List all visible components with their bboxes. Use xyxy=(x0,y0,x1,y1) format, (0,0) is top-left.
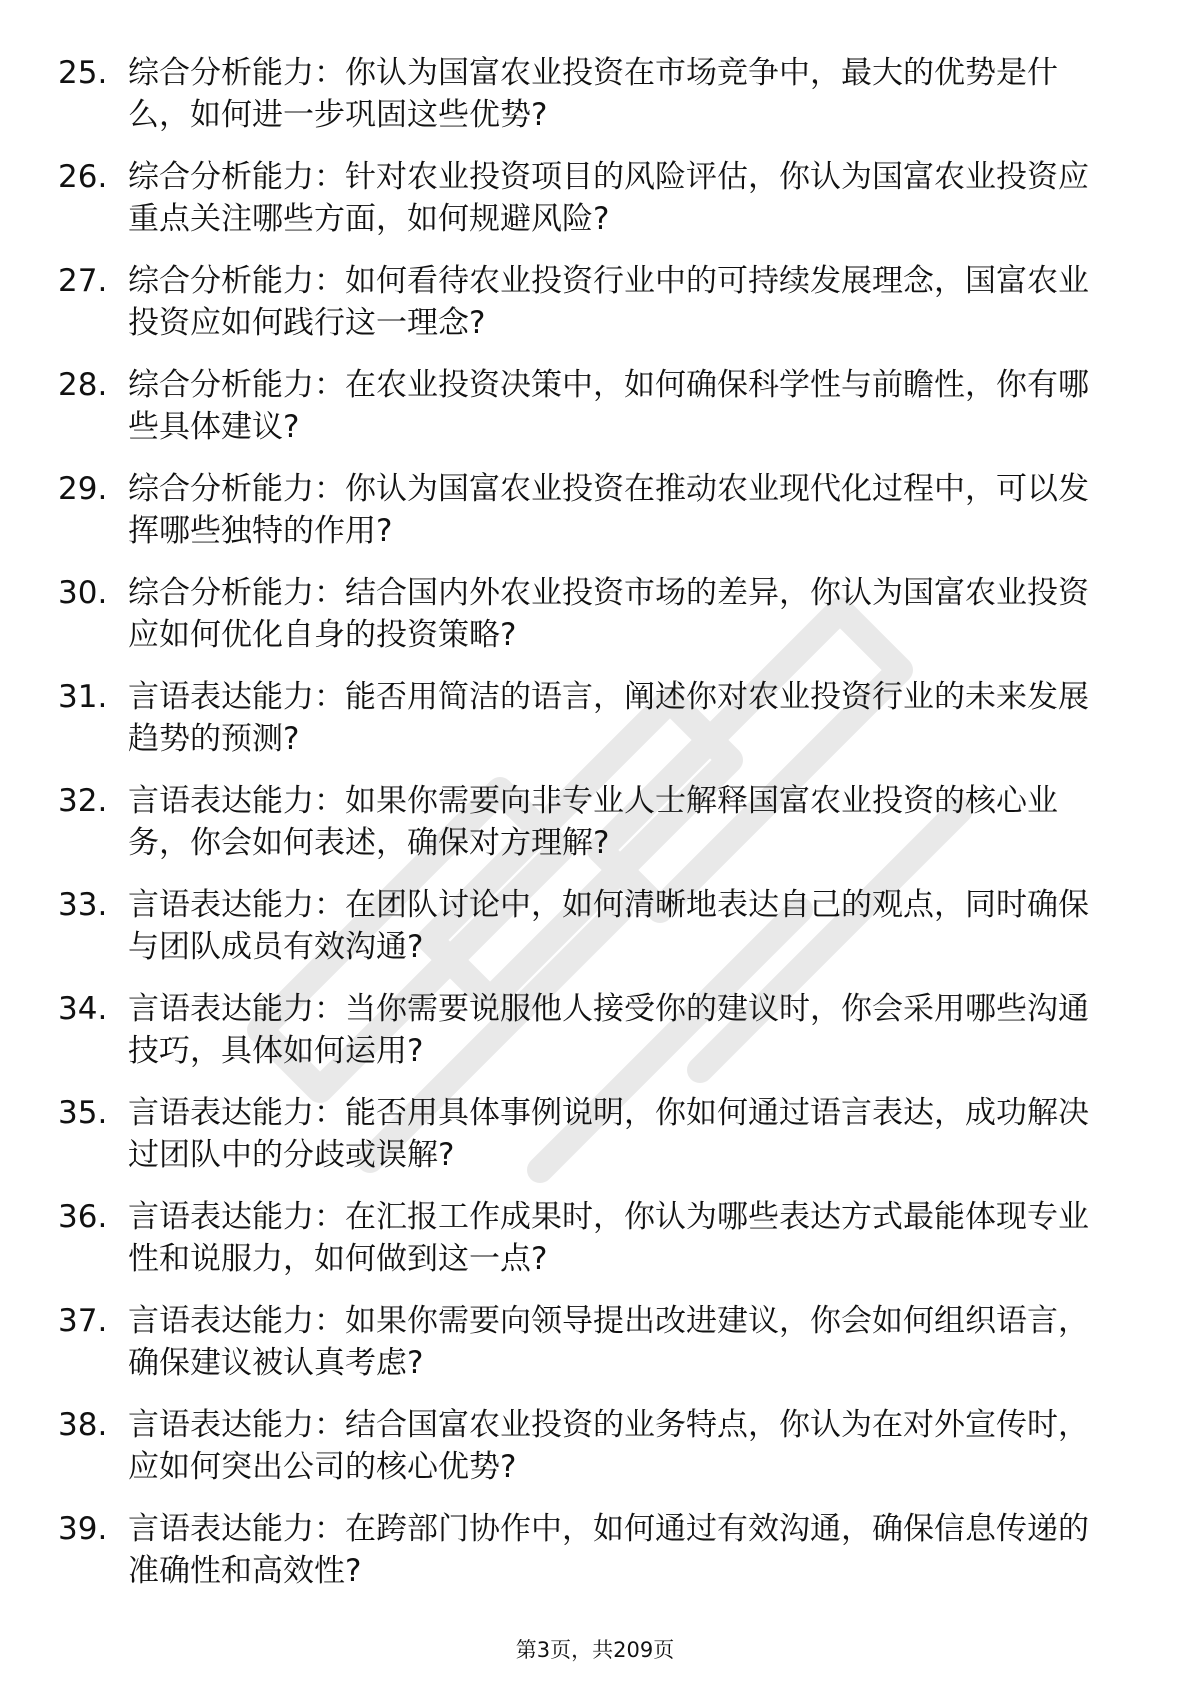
question-text: 综合分析能力：结合国内外农业投资市场的差异，你认为国富农业投资应如何优化自身的投资策略? xyxy=(128,575,1089,653)
question-list xyxy=(58,52,1118,1612)
question-number: 33. xyxy=(58,887,108,923)
list-item xyxy=(58,780,1118,864)
question-text: 言语表达能力：如果你需要向非专业人士解释国富农业投资的核心业务，你会如何表述，确保对方理解? xyxy=(128,783,1058,861)
list-item xyxy=(58,468,1118,552)
question-text: 综合分析能力：如何看待农业投资行业中的可持续发展理念，国富农业投资应如何践行这一理念? xyxy=(128,263,1089,341)
question-text: 综合分析能力：针对农业投资项目的风险评估，你认为国富农业投资应重点关注哪些方面，如何规避风险? xyxy=(128,159,1089,237)
list-item xyxy=(58,572,1118,656)
question-number: 34. xyxy=(58,991,108,1027)
question-number: 28. xyxy=(58,367,108,403)
question-text: 言语表达能力：当你需要说服他人接受你的建议时，你会采用哪些沟通技巧，具体如何运用? xyxy=(128,991,1089,1069)
question-number: 35. xyxy=(58,1095,108,1131)
list-item xyxy=(58,364,1118,448)
list-item xyxy=(58,1300,1118,1384)
question-text: 综合分析能力：你认为国富农业投资在推动农业现代化过程中，可以发挥哪些独特的作用? xyxy=(128,471,1089,549)
question-text: 言语表达能力：能否用简洁的语言，阐述你对农业投资行业的未来发展趋势的预测? xyxy=(128,679,1089,757)
list-item xyxy=(58,52,1118,136)
question-number: 26. xyxy=(58,159,108,195)
list-item xyxy=(58,988,1118,1072)
question-text: 言语表达能力：如果你需要向领导提出改进建议，你会如何组织语言，确保建议被认真考虑? xyxy=(128,1303,1089,1381)
question-number: 36. xyxy=(58,1199,108,1235)
question-number: 31. xyxy=(58,679,108,715)
list-item xyxy=(58,1196,1118,1280)
question-text: 综合分析能力：在农业投资决策中，如何确保科学性与前瞻性，你有哪些具体建议? xyxy=(128,367,1089,445)
question-text: 言语表达能力：能否用具体事例说明，你如何通过语言表达，成功解决过团队中的分歧或误解? xyxy=(128,1095,1089,1173)
list-item xyxy=(58,676,1118,760)
question-number: 39. xyxy=(58,1511,108,1547)
page-footer: 第3页，共209页 xyxy=(515,1638,675,1662)
question-text: 言语表达能力：在汇报工作成果时，你认为哪些表达方式最能体现专业性和说服力，如何做到这一点? xyxy=(128,1199,1089,1277)
list-item xyxy=(58,884,1118,968)
question-number: 30. xyxy=(58,575,108,611)
question-number: 38. xyxy=(58,1407,108,1443)
question-number: 37. xyxy=(58,1303,108,1339)
list-item xyxy=(58,1092,1118,1176)
question-text: 言语表达能力：在跨部门协作中，如何通过有效沟通，确保信息传递的准确性和高效性? xyxy=(128,1511,1089,1589)
question-text: 综合分析能力：你认为国富农业投资在市场竞争中，最大的优势是什么，如何进一步巩固这些优势? xyxy=(128,55,1058,133)
list-item xyxy=(58,1404,1118,1488)
question-text: 言语表达能力：在团队讨论中，如何清晰地表达自己的观点，同时确保与团队成员有效沟通? xyxy=(128,887,1089,965)
question-number: 29. xyxy=(58,471,108,507)
list-item xyxy=(58,1508,1118,1592)
list-item xyxy=(58,156,1118,240)
question-text: 言语表达能力：结合国富农业投资的业务特点，你认为在对外宣传时，应如何突出公司的核心优势? xyxy=(128,1407,1089,1485)
question-number: 27. xyxy=(58,263,108,299)
list-item xyxy=(58,260,1118,344)
question-number: 32. xyxy=(58,783,108,819)
question-number: 25. xyxy=(58,55,108,91)
